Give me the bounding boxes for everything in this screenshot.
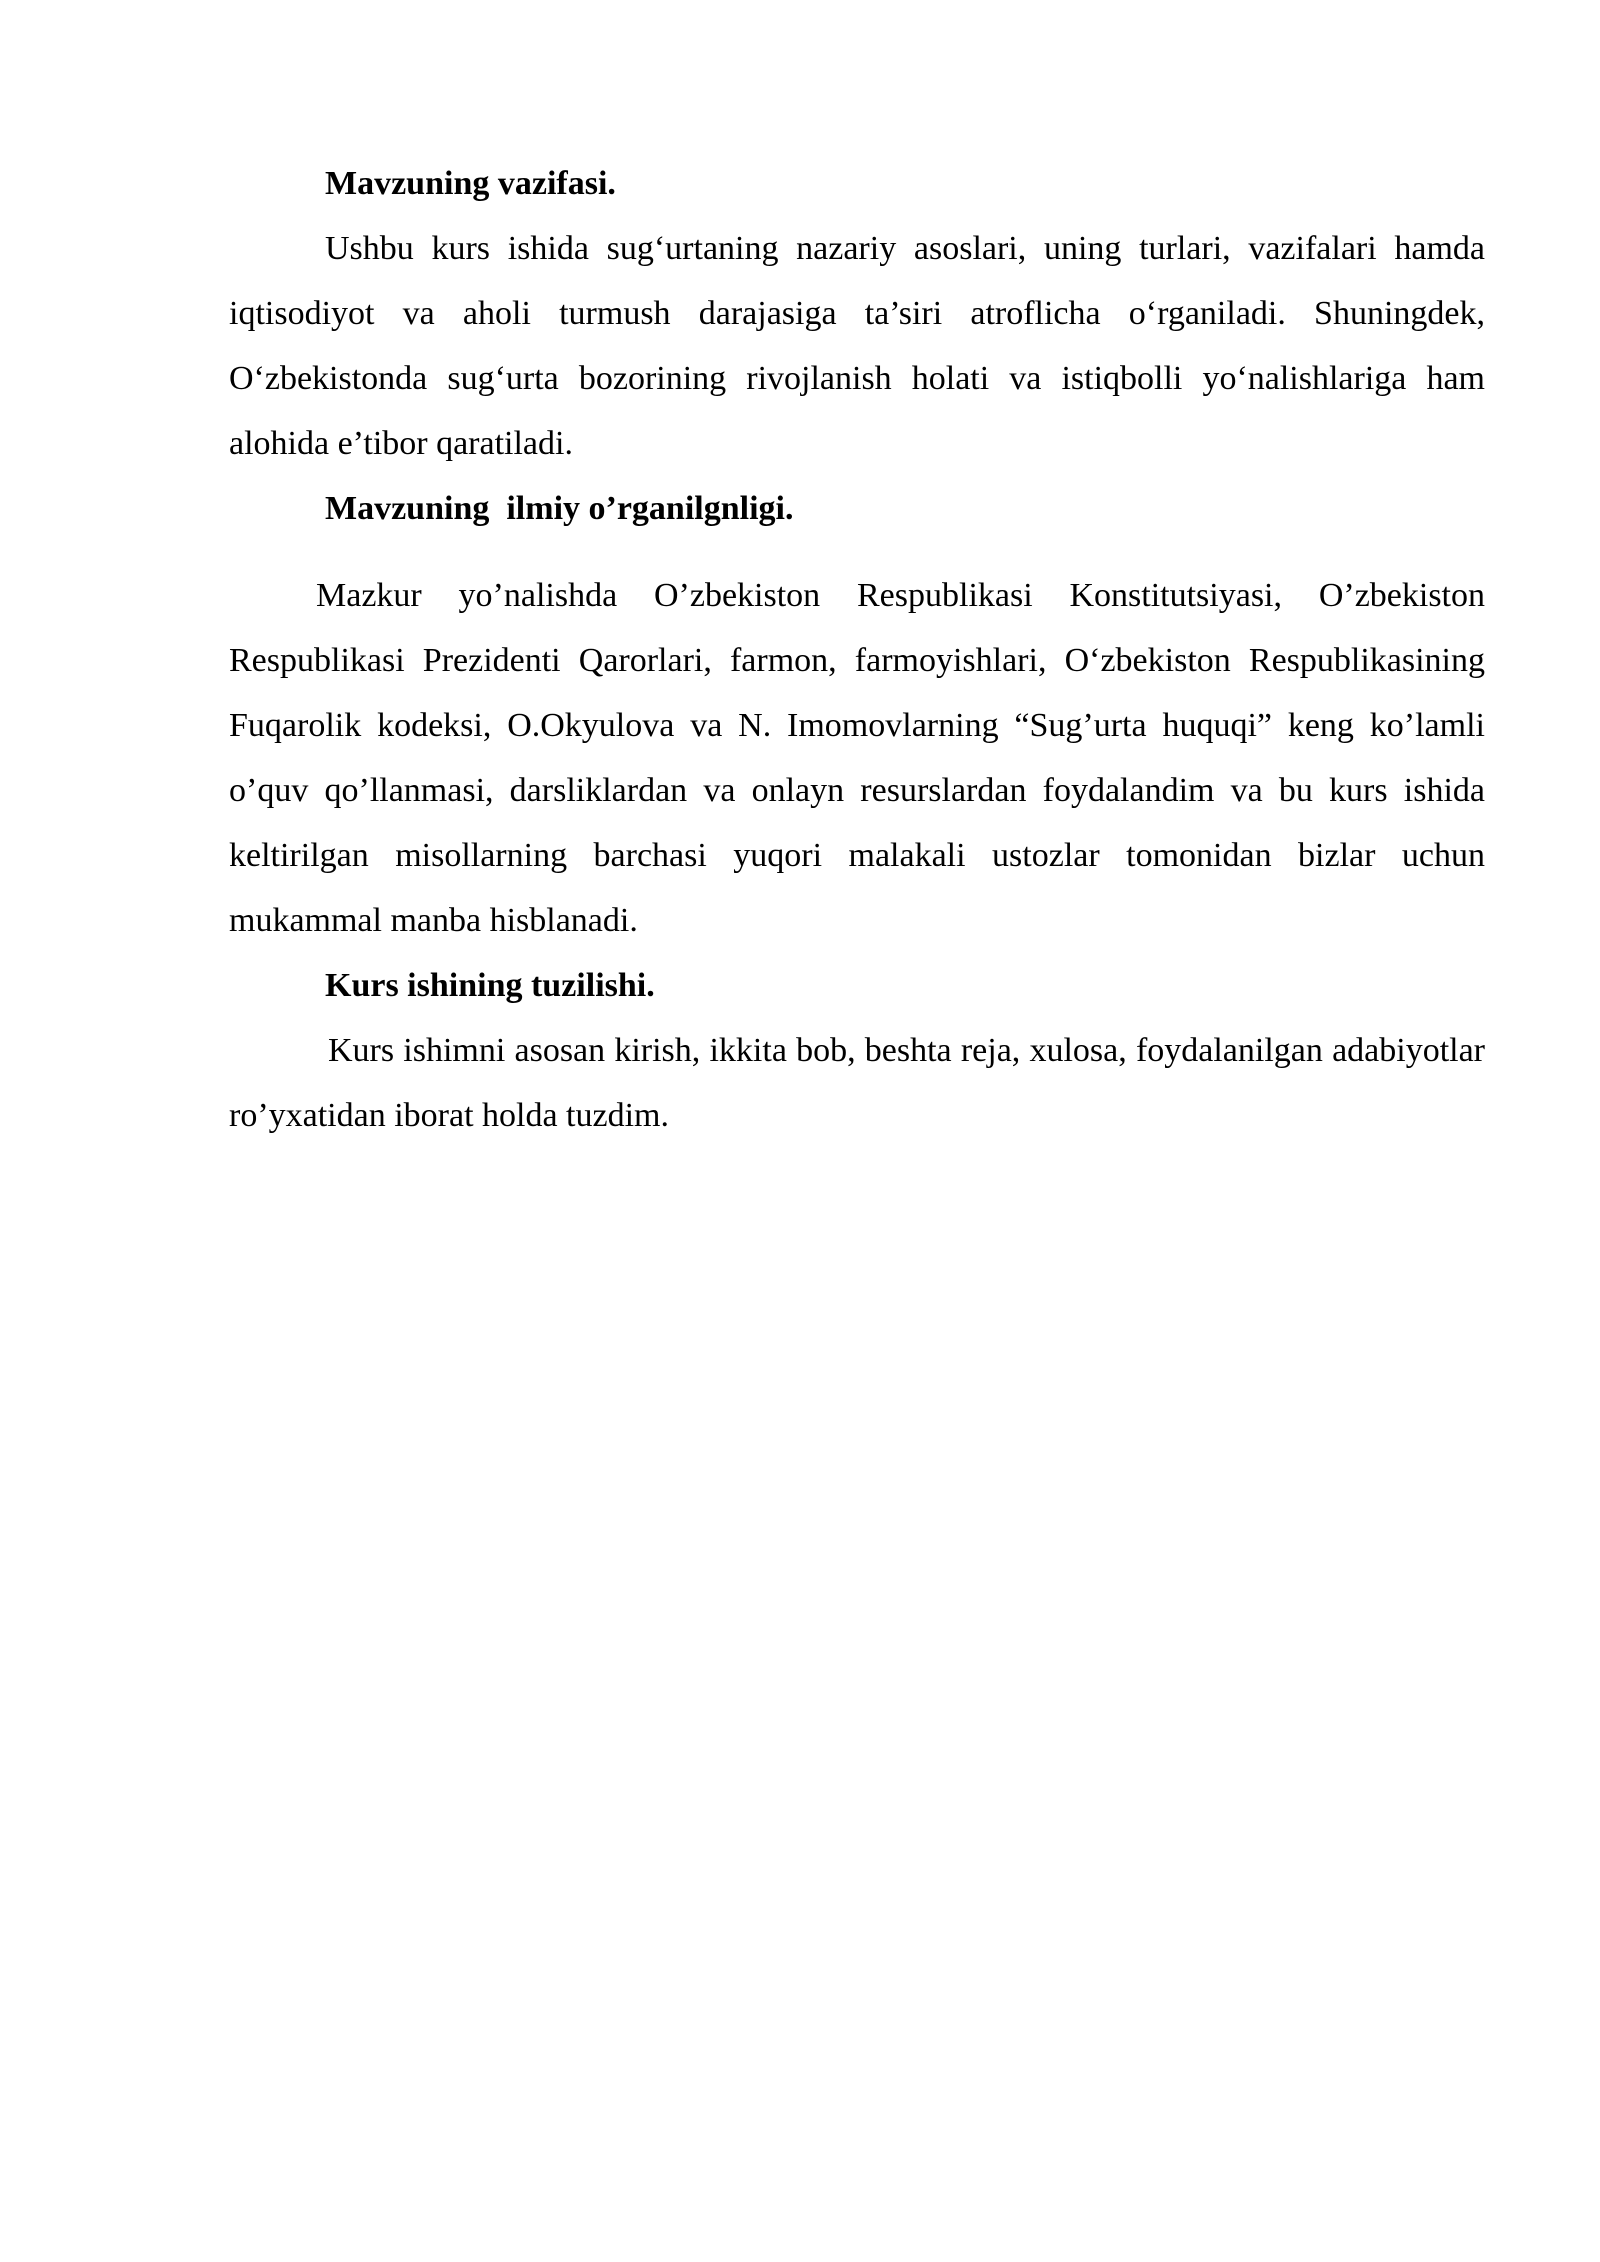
section-paragraph-study: Mazkur yo’nalishda O’zbekiston Respublikasi Konstitutsiyasi, O’zbekiston Respublikasi Prezidenti Qarorlari, farmon, farmoyishlari, O‘zbekiston Respublikasining Fuqarolik kodeksi, O.Okyulova va N. Imomovlarning “Sug’urta huquqi” keng ko’lamli o’quv qo’llanmasi, darsliklardan va onlayn resurslardan foydalandim va bu kurs ishida keltirilgan misollarning barchasi yuqori malakali ustozlar tomonidan bizlar uchun mukammal manba hisblanadi. bbox=[229, 577, 1485, 939]
section-heading-study: Mavzuning ilmiy o’rganilgnligi. bbox=[325, 490, 794, 527]
section-heading-structure: Kurs ishining tuzilishi. bbox=[325, 967, 655, 1004]
section-paragraph-task: Ushbu kurs ishida sug‘urtaning nazariy asoslari, uning turlari, vazifalari hamda iqtisodiyot va aholi turmush darajasiga ta’siri atroflicha o‘rganiladi. Shuningdek, O‘zbekistonda sug‘urta bozorining rivojlanish holati va istiqbolli yo‘nalishlariga ham alohida e’tibor qaratiladi. bbox=[229, 230, 1485, 462]
section-heading-task: Mavzuning vazifasi. bbox=[325, 165, 616, 202]
section-paragraph-structure: Kurs ishimni asosan kirish, ikkita bob, beshta reja, xulosa, foydalanilgan adabiyotlar ro’yxatidan iborat holda tuzdim. bbox=[229, 1032, 1485, 1134]
document-body bbox=[229, 151, 1485, 1148]
